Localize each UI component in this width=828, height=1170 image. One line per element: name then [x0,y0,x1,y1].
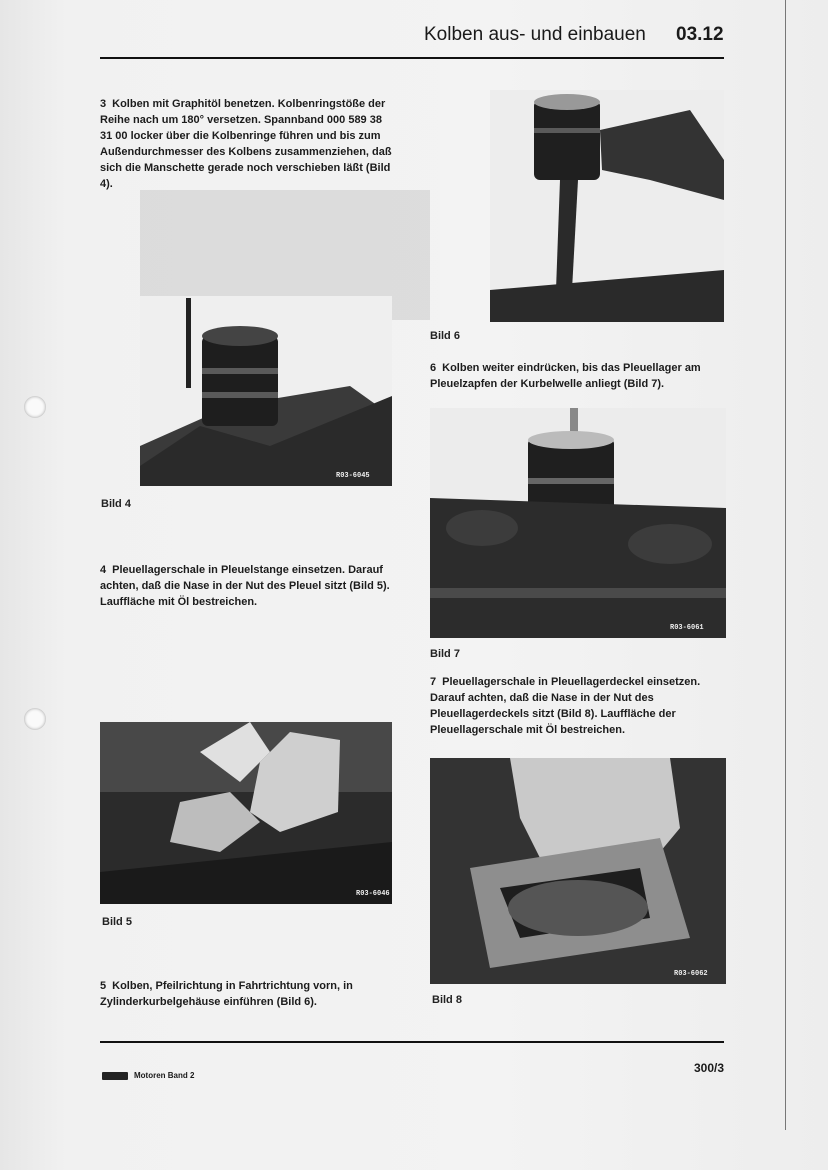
header-rule [100,57,724,59]
page-title: Kolben aus- und einbauen [424,24,646,45]
step-5 [100,978,394,1010]
figure-bild4-photo [140,296,392,486]
figure-code: R03-6062 [674,970,708,978]
step-3 [100,96,394,192]
figure-bild8-photo [430,758,726,984]
caption-bild6: Bild 6 [430,330,460,342]
step-number: 4 [100,564,107,576]
step-text: Pleuellagerschale in Pleuelstange einsetzen. Darauf achten, daß die Nase in der Nut des Pleuel sitzt (Bild 5). Lauffläche mit Öl bestreichen. [100,564,390,608]
step-number: 7 [430,676,437,688]
footer-brand-text: Motoren Band 2 [134,1071,195,1080]
figure-bild5-photo [100,722,392,904]
step-text: Kolben, Pfeilrichtung in Fahrtrichtung vorn, in Zylinderkurbelgehäuse einführen (Bild 6). [100,980,353,1008]
figure-bild6-photo [490,90,724,322]
step-text: Kolben weiter eindrücken, bis das Pleuellager am Pleuelzapfen der Kurbelwelle anliegt (Bild 7). [430,362,701,390]
page-edge-line [785,0,786,1130]
caption-bild7: Bild 7 [430,648,460,660]
step-6 [430,360,728,392]
step-text: Pleuellagerschale in Pleuellagerdeckel einsetzen. Darauf achten, daß die Nase in der Nut des Pleuellagerdeckels sitzt (Bild 8). Lauffläche der Pleuellagerschale mit Öl bestreichen. [430,676,701,736]
figure-code: R03-6061 [670,624,704,632]
step-4 [100,562,394,610]
page-number: 300/3 [694,1061,725,1075]
punch-hole-top [24,396,46,418]
truck-logo-icon [102,1072,128,1080]
step-7 [430,674,728,738]
footer-rule [100,1041,724,1043]
step-number: 6 [430,362,437,374]
step-number: 3 [100,98,107,110]
step-text: Kolben mit Graphitöl benetzen. Kolbenringstöße der Reihe nach um 180° versetzen. Spannband 000 589 38 31 00 locker über die Kolbenringe führen und bis zum Außendurchmesser des Kolbens zusammenziehen, daß sich die Manschette gerade noch verschieben läßt (Bild 4). [100,98,392,190]
footer-brand [102,1071,194,1080]
caption-bild5: Bild 5 [102,916,132,928]
punch-hole-bottom [24,708,46,730]
figure-bild7-photo [430,408,726,638]
figure-code: R03-6045 [336,472,370,480]
figure-code: R03-6046 [356,890,390,898]
step-number: 5 [100,980,107,992]
caption-bild8: Bild 8 [432,994,462,1006]
caption-bild4: Bild 4 [101,498,131,510]
section-number: 03.12 [676,24,724,45]
